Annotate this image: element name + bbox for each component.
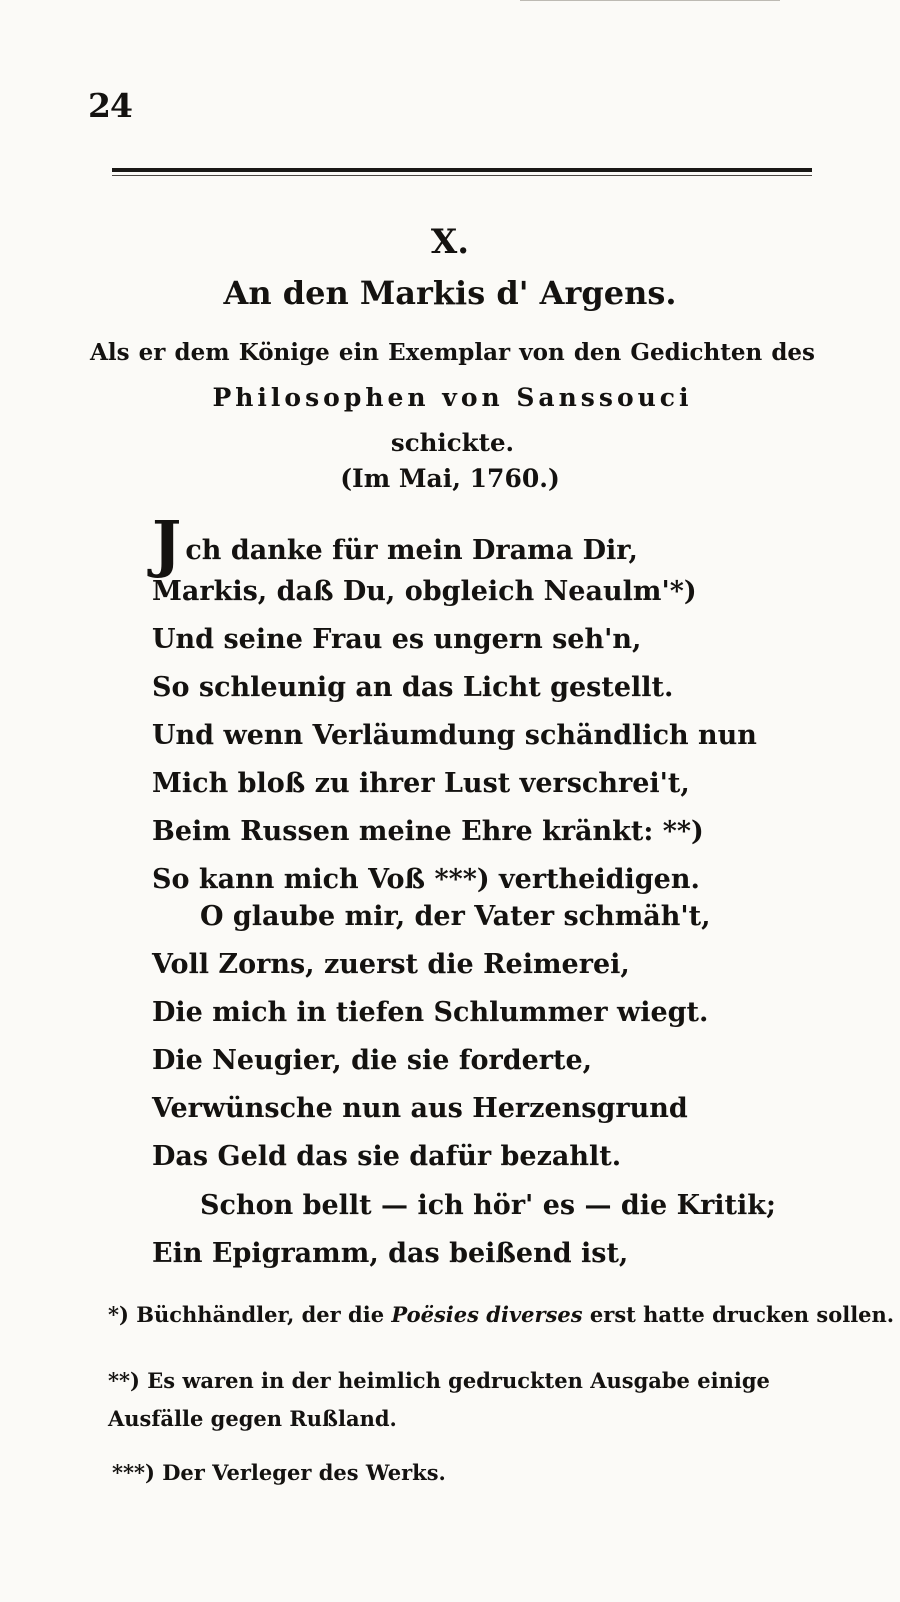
footnote-italic-title: Poësies diverses [391,1302,583,1327]
footnote-text: **) Es waren in der heimlich gedruckten Ausgabe einige Ausfälle gegen Rußland. [108,1368,770,1431]
verse-line: Schon bellt — ich hör' es — die Kritik; [200,1190,776,1221]
verse-line: Die Neugier, die sie forderte, [152,1045,593,1076]
poem-title: An den Markis d' Argens. [223,274,677,312]
verse-line: Voll Zorns, zuerst die Reimerei, [152,949,630,980]
verse-line-text: ch danke für mein Drama Dir, [185,535,638,566]
verse-line: Beim Russen meine Ehre kränkt: **) [152,816,704,847]
footnote-text-part: *) Büchhändler, der die [108,1302,392,1327]
header-rule [112,168,812,172]
subtitle-line-1: Als er dem Könige ein Exemplar von den Gedichten des [90,339,815,366]
verse-line: Das Geld das sie dafür bezahlt. [152,1141,622,1172]
verse-line: Markis, daß Du, obgleich Neaulm'*) [152,576,697,607]
verse-line: O glaube mir, der Vater schmäh't, [200,901,711,932]
poem-date: (Im Mai, 1760.) [340,464,560,493]
stanza-3 [152,1182,852,1278]
verse-line: Ein Epigramm, das beißend ist, [152,1238,629,1269]
top-edge-line [520,0,780,4]
subtitle-line-2: Philosophen von Sanssouci [212,383,693,412]
verse-line [152,507,852,580]
stanza-2 [152,893,852,1181]
verse-line: Die mich in tiefen Schlummer wiegt. [152,997,709,1028]
footnote-text [108,1296,894,1334]
footnote-text-part: erst hatte drucken sollen. [582,1302,895,1327]
poem-subtitle [90,330,815,465]
verse-line: So kann mich Voß ***) vertheidigen. [152,864,700,895]
footnote-3 [112,1454,446,1492]
verse-line: Und seine Frau es ungern seh'n, [152,624,642,655]
verse-line: Mich bloß zu ihrer Lust verschrei't, [152,768,690,799]
subtitle-line-3: schickte. [390,428,515,457]
poem-numeral: X. [430,222,470,262]
verse-line: Und wenn Verläumdung schändlich nun [152,720,757,751]
header-rule-thin [112,175,812,176]
verse-line: Verwünsche nun aus Herzensgrund [152,1093,688,1124]
footnote-1 [108,1296,894,1334]
verse-line: So schleunig an das Licht gestellt. [152,672,674,703]
footnote-text: ***) Der Verleger des Werks. [112,1460,446,1485]
page-number: 24 [88,86,132,125]
stanza-1 [152,507,852,904]
initial-letter: J [152,507,182,580]
footnote-2 [108,1362,823,1438]
